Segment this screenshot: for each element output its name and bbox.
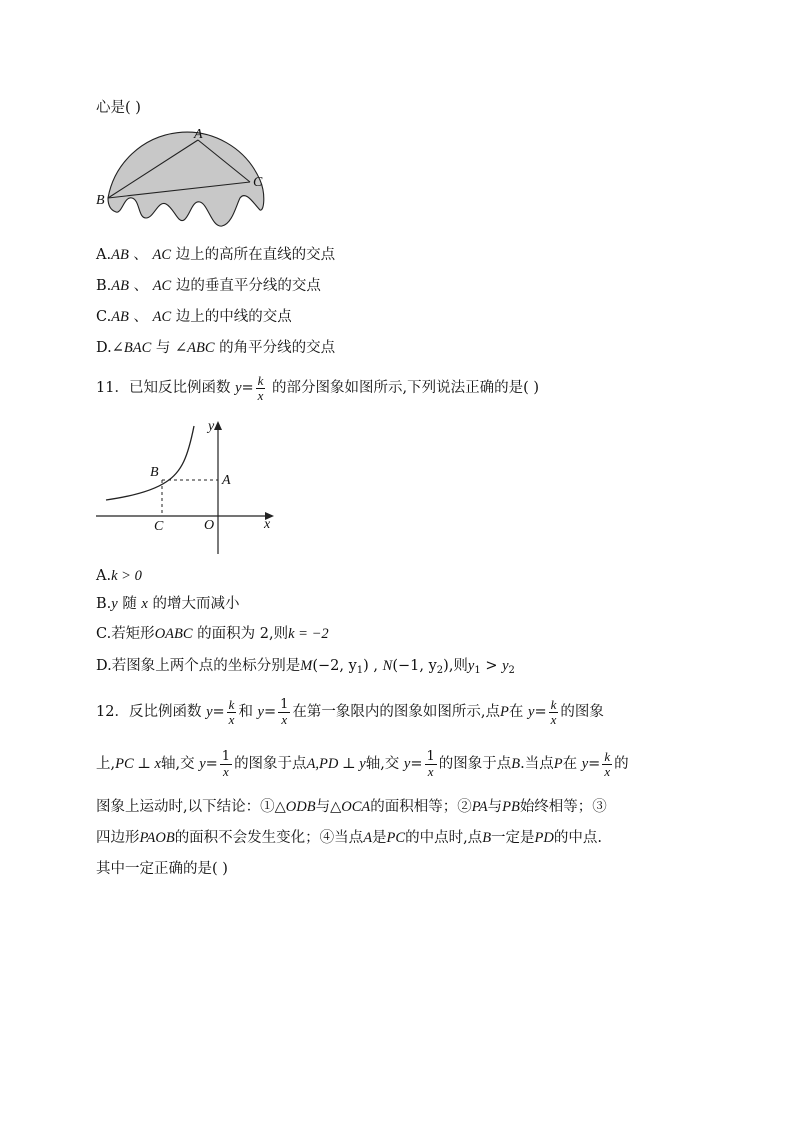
q10-option-d[interactable]: D.∠BAC 与 ∠ABC 的角平分线的交点: [96, 340, 336, 356]
q11-option-d[interactable]: D.若图象上两个点的坐标分别是M(−2, $y_1$) , N(−1, $y_2$),则$y_1 > y_2$: [96, 658, 515, 676]
label-x: x: [264, 517, 271, 532]
q11-option-a[interactable]: A.k > 0: [96, 568, 142, 584]
label-c: C: [154, 519, 164, 534]
q12-line-4: 四边形PAOB的面积不会发生变化；④当点A是PC的中点时,点B一定是PD的中点.: [96, 830, 602, 846]
q10-stem-tail: 心是( ): [96, 100, 141, 116]
q10-option-c[interactable]: C.AB 、 AC 边上的中线的交点: [96, 309, 292, 325]
q10-shaded-region: [108, 132, 264, 226]
label-b: B: [96, 193, 105, 208]
label-o: O: [204, 518, 215, 533]
q11-option-c[interactable]: C.若矩形OABC 的面积为 2,则k = −2: [96, 626, 329, 642]
q10-option-b[interactable]: B.AB 、 AC 边的垂直平分线的交点: [96, 278, 321, 294]
label-y: y: [208, 419, 215, 434]
hyperbola-curve: [106, 426, 194, 500]
y-arrow: [214, 421, 222, 430]
q10-figure: [94, 124, 274, 234]
q11-option-b[interactable]: B.y 随 x 的增大而减小: [96, 596, 240, 612]
label-b: B: [150, 465, 159, 480]
q12-line-3: 图象上运动时,以下结论：①△ODB与△OCA的面积相等；②PA与PB始终相等；③: [96, 799, 607, 815]
label-a: A: [194, 127, 203, 142]
label-a: A: [222, 473, 231, 488]
q11-stem: 11．已知反比例函数 y= $\frac{k}{x}$ 的部分图象如图所示,下列说法正确的是( ): [96, 372, 540, 403]
label-c: C: [253, 175, 263, 190]
q10-option-a[interactable]: A.AB 、 AC 边上的高所在直线的交点: [96, 247, 336, 263]
q11-figure: [94, 418, 284, 558]
q12-line-2: 上,PC ⊥ x轴,交 y= $\frac{1}{x}$ 的图象于点A,PD ⊥ y轴,交 y= $\frac{1}{x}$ 的图象于点B.当点P在 y= $\frac{k}{x}$ 的: [96, 748, 629, 779]
q12-line-5: 其中一定正确的是( ): [96, 861, 228, 877]
q12-line-1: 12．反比例函数 y= $\frac{k}{x}$ 和 y= $\frac{1}{x}$ 在第一象限内的图象如图所示,点P在 y= $\frac{k}{x}$ 的图象: [96, 696, 604, 727]
